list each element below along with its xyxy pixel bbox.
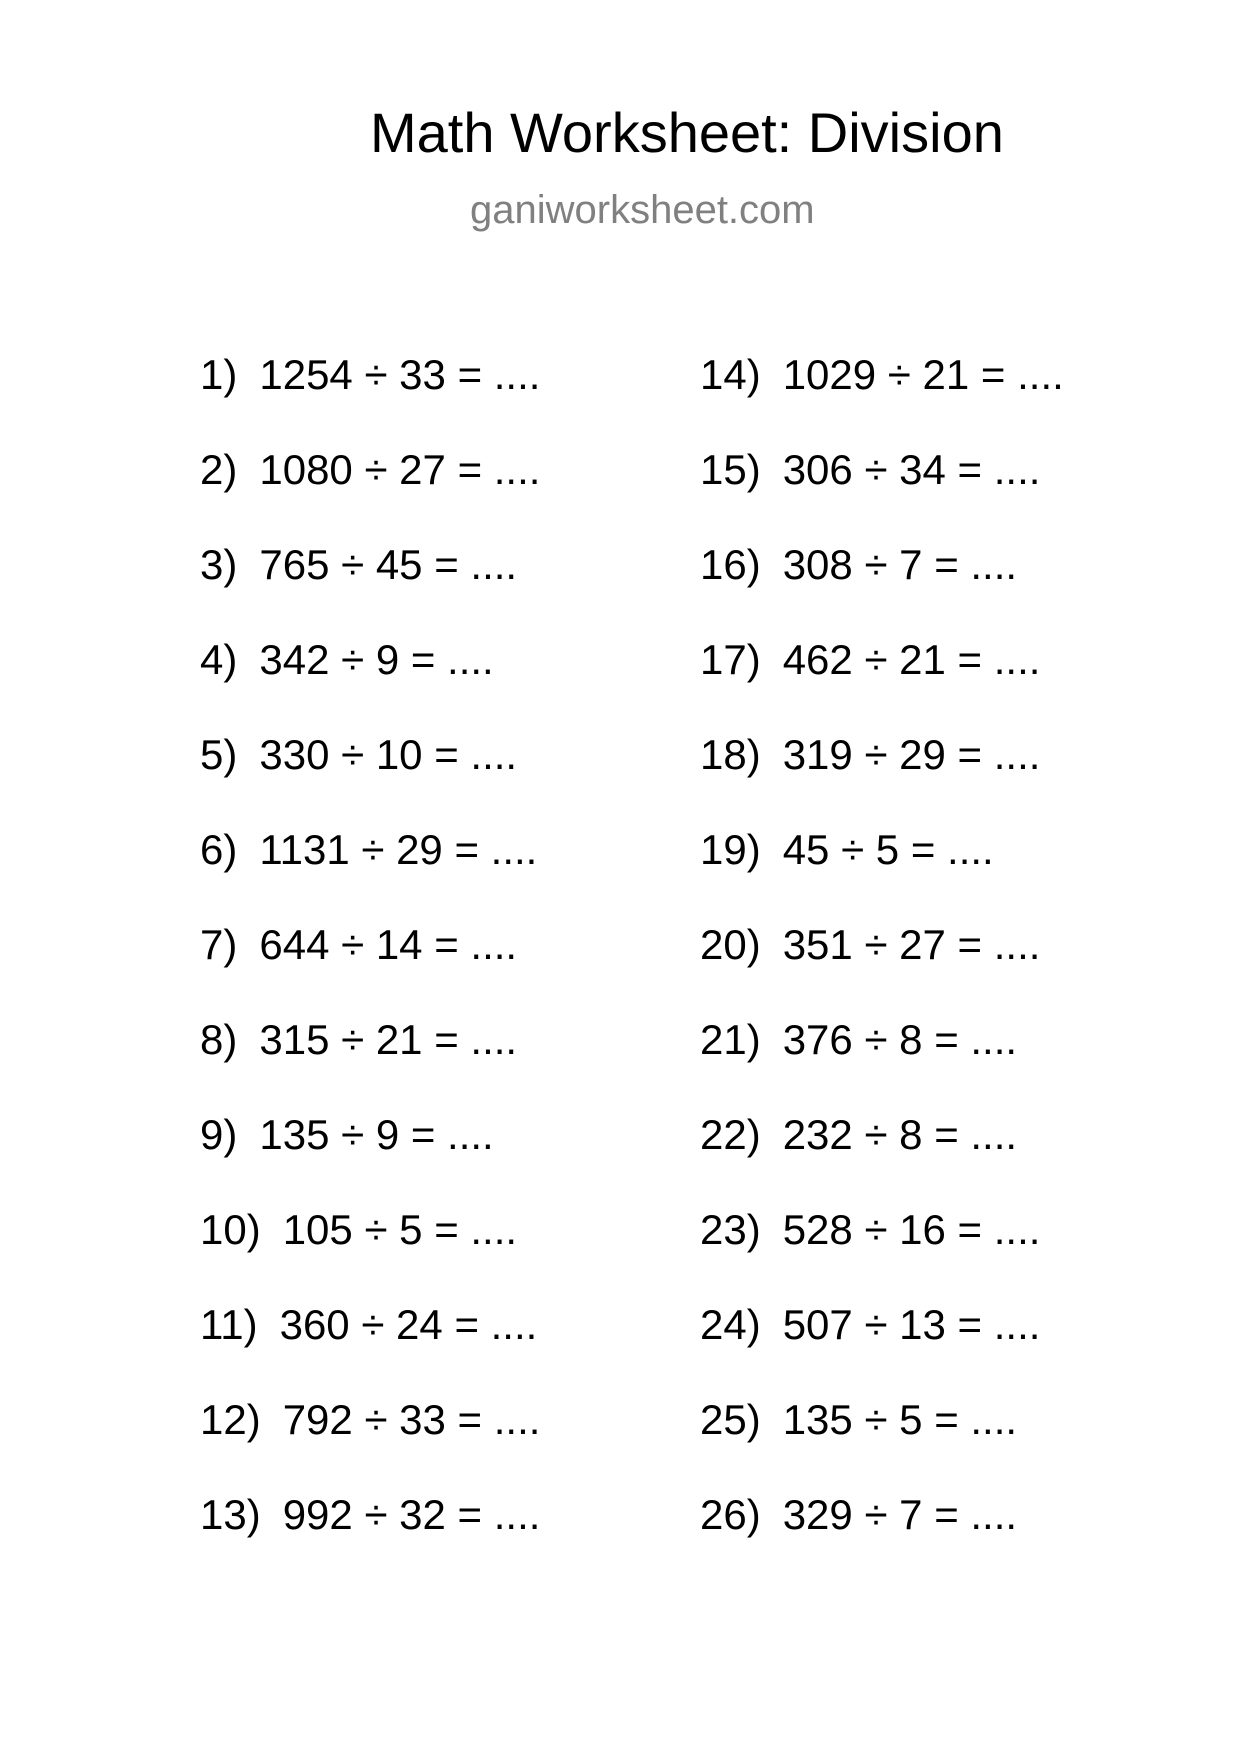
problem-number: 15) (700, 446, 761, 493)
problem-number: 10) (200, 1206, 261, 1253)
problem-item (200, 1015, 540, 1110)
problem-expression: 765 ÷ 45 = .... (259, 541, 518, 588)
problem-item (200, 825, 540, 920)
problem-item (200, 1490, 540, 1585)
problem-expression: 315 ÷ 21 = .... (259, 1016, 518, 1063)
problem-expression: 330 ÷ 10 = .... (259, 731, 518, 778)
problem-number: 25) (700, 1396, 761, 1443)
problem-item (700, 635, 1064, 730)
problem-number: 3) (200, 541, 238, 588)
problem-item (700, 1395, 1064, 1490)
problem-item (700, 350, 1064, 445)
page-title: Math Worksheet: Division (370, 101, 1004, 164)
problem-number: 9) (200, 1111, 238, 1158)
problem-expression: 232 ÷ 8 = .... (782, 1111, 1018, 1158)
problem-item (200, 540, 540, 635)
problem-item (200, 635, 540, 730)
problem-number: 1) (200, 351, 238, 398)
problem-number: 2) (200, 446, 238, 493)
problem-number: 12) (200, 1396, 261, 1443)
problem-number: 22) (700, 1111, 761, 1158)
problem-number: 20) (700, 921, 761, 968)
problem-item (200, 350, 540, 445)
problem-expression: 992 ÷ 32 = .... (282, 1491, 541, 1538)
problem-number: 11) (200, 1301, 258, 1348)
problem-item (200, 1205, 540, 1300)
problem-number: 24) (700, 1301, 761, 1348)
problem-expression: 308 ÷ 7 = .... (782, 541, 1018, 588)
problem-item (700, 920, 1064, 1015)
problem-number: 14) (700, 351, 761, 398)
problem-expression: 329 ÷ 7 = .... (782, 1491, 1018, 1538)
problem-expression: 351 ÷ 27 = .... (782, 921, 1041, 968)
problem-expression: 644 ÷ 14 = .... (259, 921, 518, 968)
problem-expression: 792 ÷ 33 = .... (282, 1396, 541, 1443)
problem-item (200, 1110, 540, 1205)
problem-number: 18) (700, 731, 761, 778)
problem-expression: 1131 ÷ 29 = .... (259, 826, 538, 873)
problem-item (200, 920, 540, 1015)
problem-expression: 1080 ÷ 27 = .... (259, 446, 541, 493)
problem-expression: 1254 ÷ 33 = .... (259, 351, 541, 398)
problem-number: 4) (200, 636, 238, 683)
problem-number: 7) (200, 921, 238, 968)
problem-item (700, 730, 1064, 825)
problem-number: 26) (700, 1491, 761, 1538)
problem-item (700, 1015, 1064, 1110)
problem-expression: 1029 ÷ 21 = .... (782, 351, 1064, 398)
problem-expression: 507 ÷ 13 = .... (782, 1301, 1041, 1348)
problem-expression: 45 ÷ 5 = .... (782, 826, 994, 873)
problem-number: 6) (200, 826, 238, 873)
problem-item (700, 1490, 1064, 1585)
problem-expression: 462 ÷ 21 = .... (782, 636, 1041, 683)
problem-item (200, 1300, 540, 1395)
problem-expression: 528 ÷ 16 = .... (782, 1206, 1041, 1253)
problem-item (200, 1395, 540, 1490)
problem-expression: 135 ÷ 9 = .... (259, 1111, 494, 1158)
problem-column-right (700, 350, 1064, 1585)
problem-number: 21) (700, 1016, 761, 1063)
problem-item (700, 1300, 1064, 1395)
problem-expression: 360 ÷ 24 = .... (279, 1301, 538, 1348)
problem-item (700, 1110, 1064, 1205)
problem-expression: 376 ÷ 8 = .... (782, 1016, 1018, 1063)
problem-item (700, 825, 1064, 920)
problem-number: 16) (700, 541, 761, 588)
problem-expression: 135 ÷ 5 = .... (782, 1396, 1018, 1443)
problem-item (700, 1205, 1064, 1300)
problem-item (700, 445, 1064, 540)
problem-item (200, 445, 540, 540)
problem-number: 8) (200, 1016, 238, 1063)
site-url: ganiworksheet.com (470, 188, 815, 232)
problem-number: 17) (700, 636, 761, 683)
problem-number: 23) (700, 1206, 761, 1253)
problem-number: 13) (200, 1491, 261, 1538)
problem-item (200, 730, 540, 825)
problem-expression: 342 ÷ 9 = .... (259, 636, 494, 683)
problem-number: 19) (700, 826, 761, 873)
problem-expression: 319 ÷ 29 = .... (782, 731, 1041, 778)
problem-column-left (200, 350, 540, 1585)
problem-expression: 306 ÷ 34 = .... (782, 446, 1041, 493)
problem-item (700, 540, 1064, 635)
problem-expression: 105 ÷ 5 = .... (282, 1206, 518, 1253)
problem-number: 5) (200, 731, 238, 778)
